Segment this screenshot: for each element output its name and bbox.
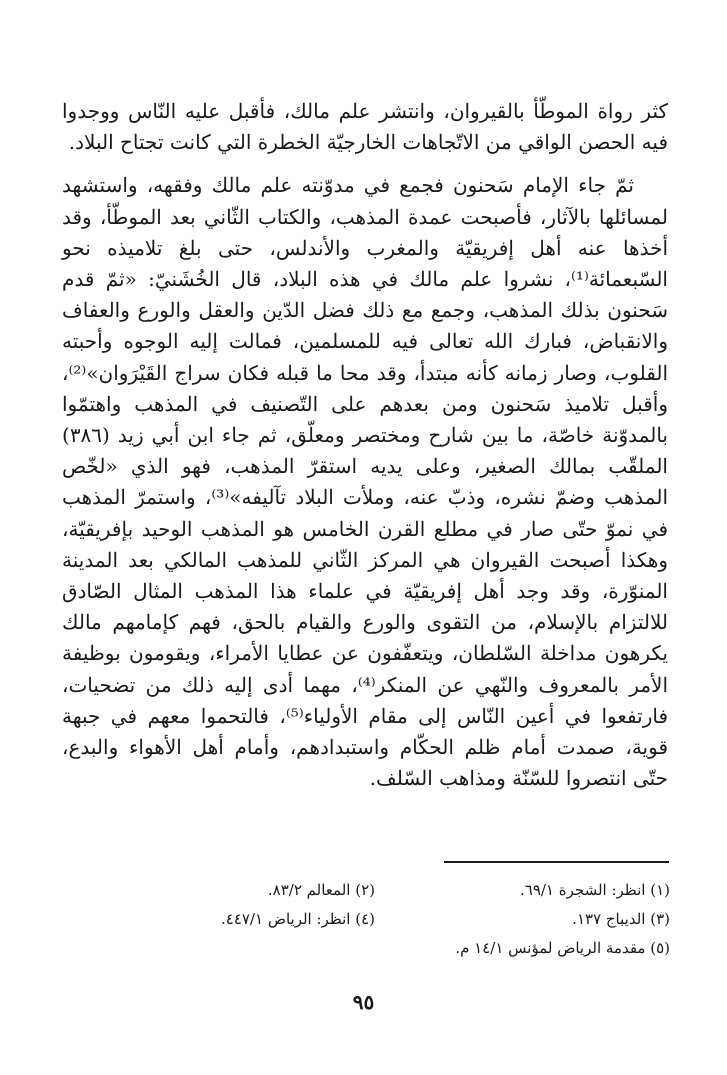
paragraph-2: ثمّ جاء الإمام سَحنون فجمع في مدوّنته علم مالك وفقهه، واستشهد لمسائلها بالآثار، فأصبحت عمدة المذهب، والكتاب الثّاني بعد الموطّأ، وقد أخذها عنه أهل إفريقيّة والمغرب والأندلس، حتى بلغ تلاميذه نحو السّبعمائة⁽¹⁾، نشروا علم مالك في هذه البلاد، قال الخُشَنيّ: «ثمّ قدم سَحنون بذلك المذهب، وجمع مع ذلك فضل الدّين والعقل والورع والعفاف والانقباض، فبارك الله تعالى فيه للمسلمين، فمالت إليه الوجوه وأحبته القلوب، وصار زمانه كأنه مبتدأ، وقد محا ما قبله فكان سراج القَيْرَوان»⁽²⁾، وأقبل تلاميذ سَحنون ومن بعدهم على التّصنيف في المذهب واهتمّوا بالمدوّنة خاصّة، ما بين شارح ومختصر ومعلّق، ثم جاء ابن أبي زيد (٣٨٦) الملقّب بمالك الصغير، وعلى يديه استقرّ المذهب، فهو الذي «لخّص المذهب وضمّ نشره، وذبّ عنه، وملأت البلاد تآليفه»⁽³⁾، واستمرّ المذهب في نموّ حتّى صار في مطلع القرن الخامس هو المذهب الوحيد بإفريقيّة، وهكذا أصبحت القيروان هي المركز الثّاني للمذهب المالكي بعد المدينة المنوّرة، وقد وجد أهل إفريقيّة في علماء هذا المذهب المثال الصّادق للالتزام بالإسلام، من التقوى والورع والقيام بالحق، فهم كإمامهم مالك يكرهون مداخلة السّلطان، ويتعفّفون عن عطايا الأمراء، ويقومون بوظيفة الأمر بالمعروف والنّهي عن المنكر⁽⁴⁾، مهما أدى إليه ذلك من تضحيات، فارتفعوا في أعين النّاس إلى مقام الأولياء⁽⁵⁾، فالتحموا معهم في جبهة قوية، صمدت أمام ظلم الحكّام واستبدادهم، وأمام أهل الأهواء والبدع، حتّى انتصروا للسّنّة ومذاهب السّلف. [62,173,669,791]
footnote-separator [444,861,669,863]
page-number: ٩٥ [352,990,375,1014]
paragraph-1: كثر رواة الموطّأ بالقيروان، وانتشر علم مالك، فأقبل عليه النّاس ووجدوا فيه الحصن الواقي من الاتّجاهات الخارجيّة الخطرة التي كانت تجتاح البلاد. [62,99,668,155]
footnote-1: (١) انظر: الشجرة ٦٩/١. [519,881,670,899]
footnote-3: (٣) الديباج ١٣٧. [572,910,670,928]
footnote-2: (٢) المعالم ٨٣/٢. [267,881,375,899]
footnote-row [110,934,670,963]
main-text [62,96,668,794]
footnote-5: (٥) مقدمة الرياض لمؤنس ١٤/١ م. [455,939,670,957]
footnote-4: (٤) انظر: الرياض ٤٤٧/١. [220,910,375,928]
footnotes [110,876,670,963]
footnote-row [110,876,670,905]
footnote-row [110,905,670,934]
